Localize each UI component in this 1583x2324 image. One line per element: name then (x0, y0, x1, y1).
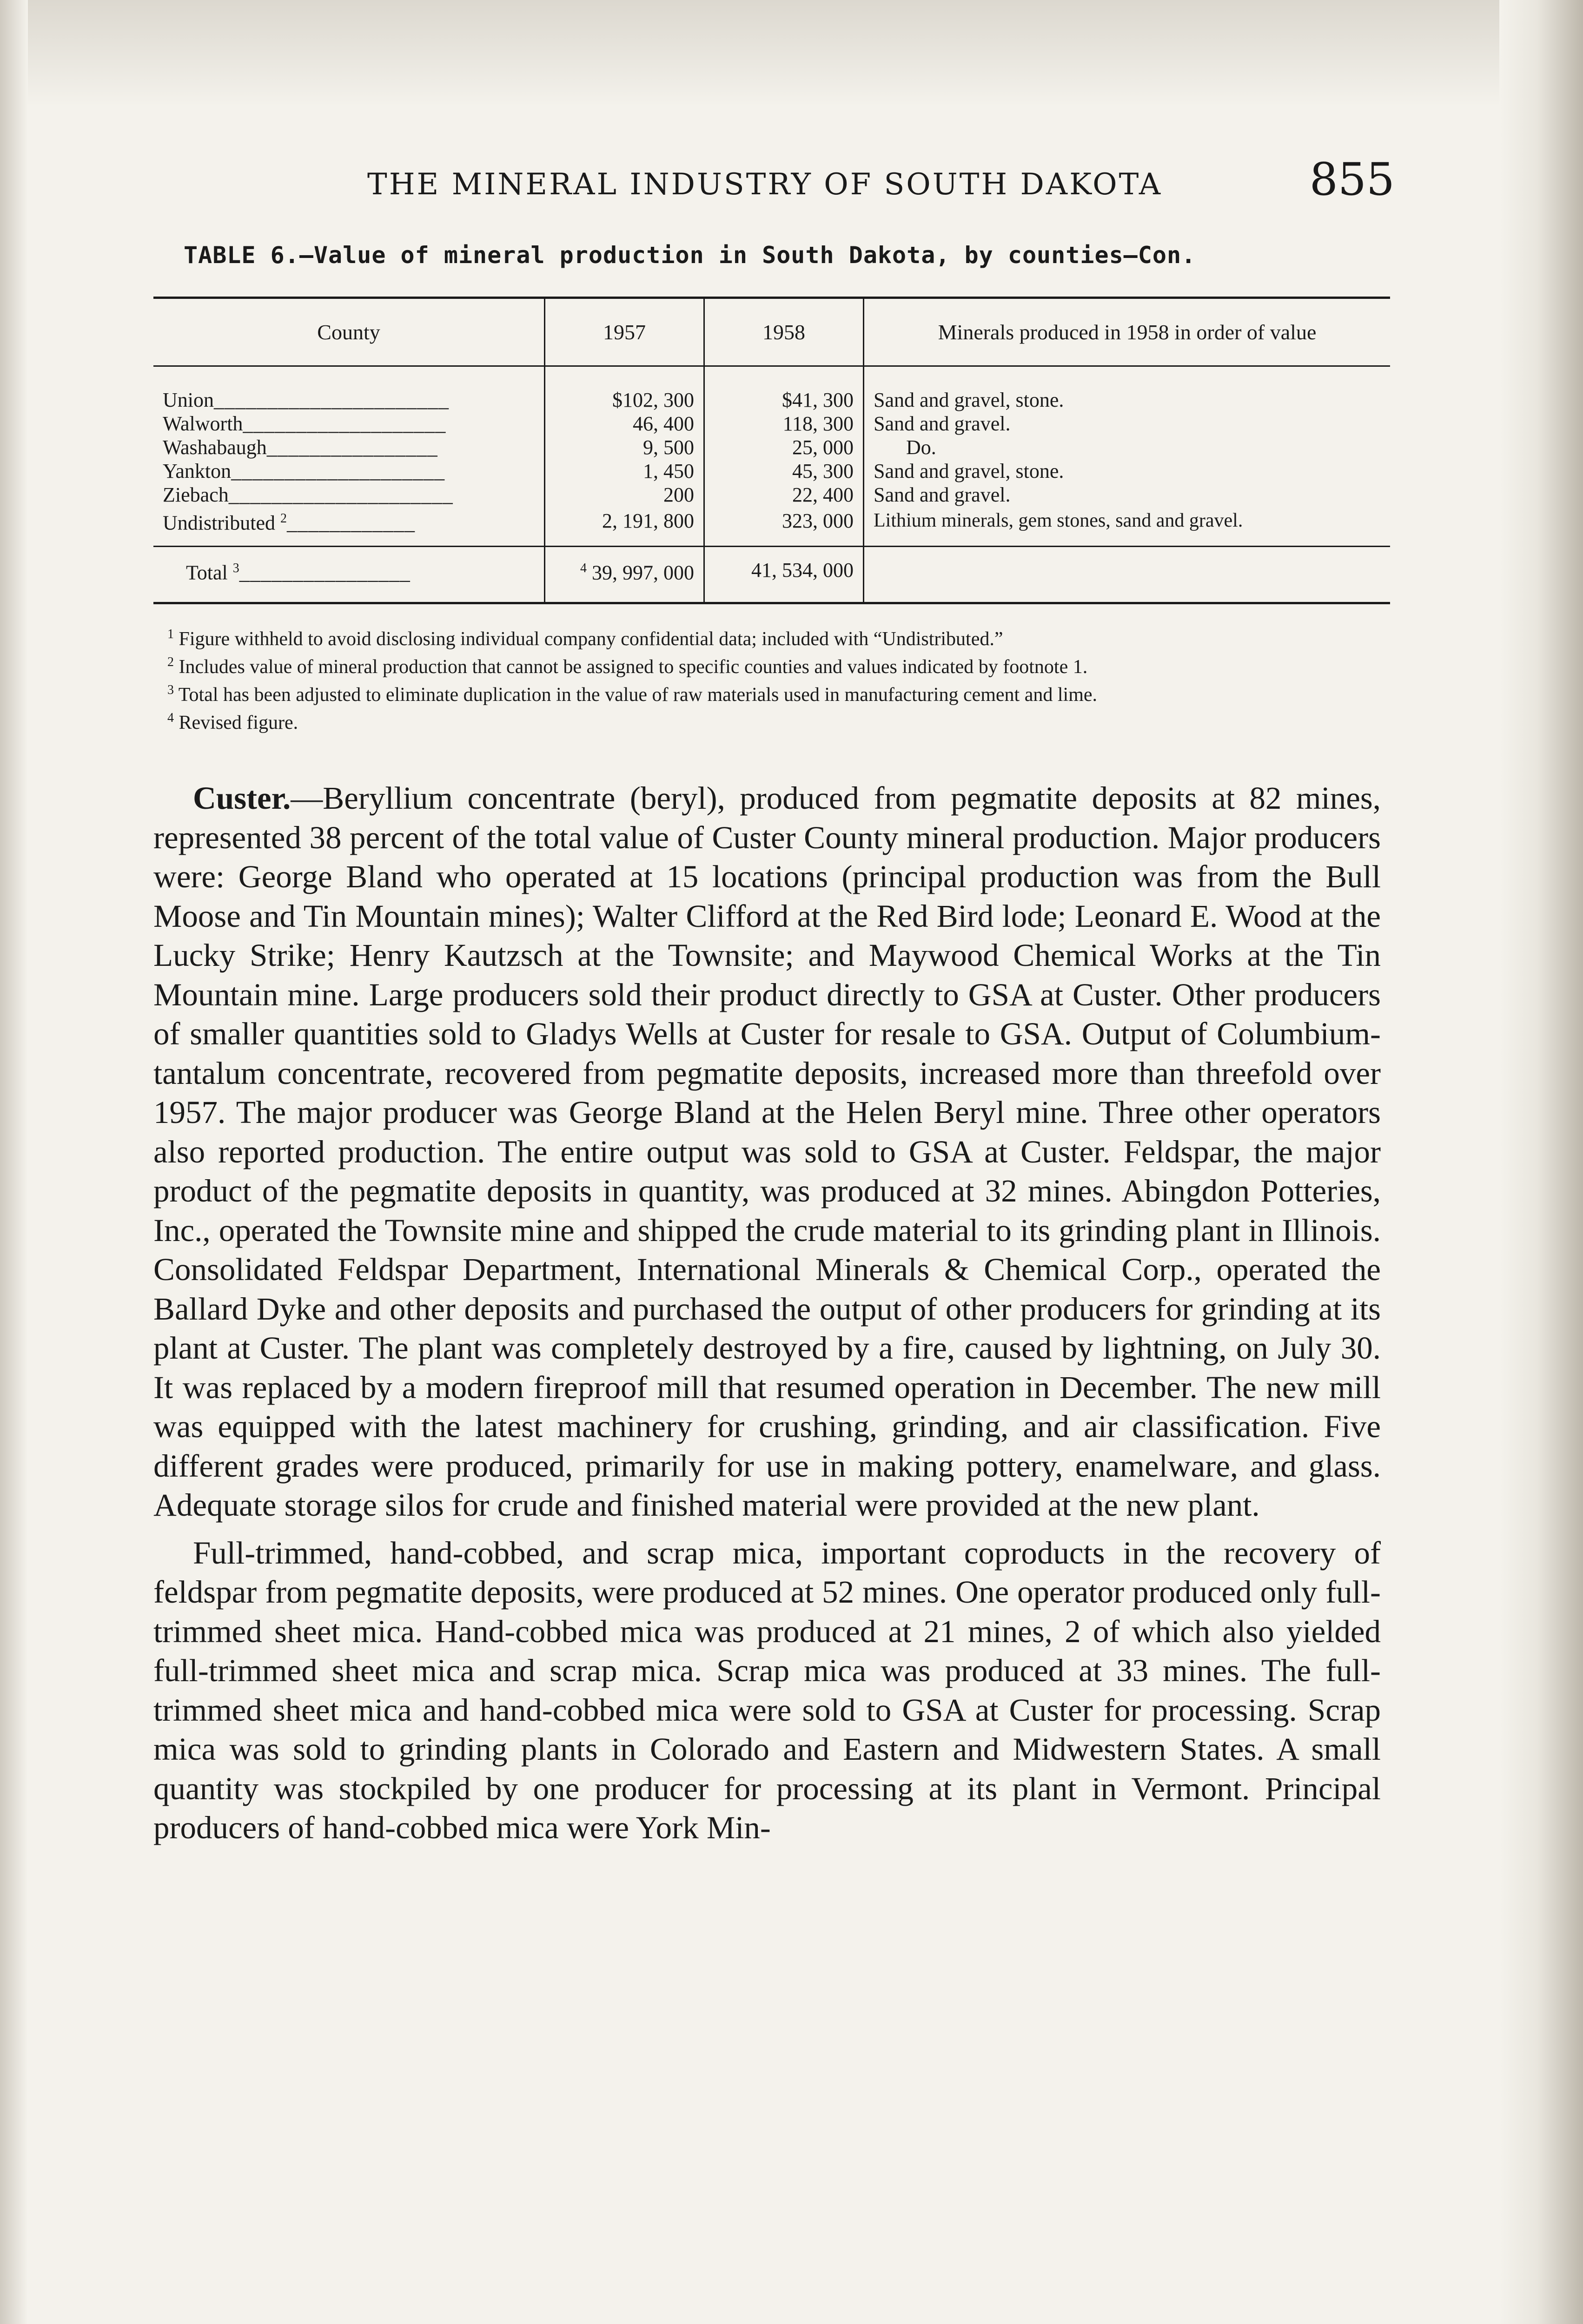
total-label: Total (186, 561, 228, 584)
column-header-county: County (153, 298, 545, 366)
footnote-text: Total has been adjusted to eliminate duplication in the value of raw materials used in manufacturing cement and lime. (178, 684, 1098, 706)
dot-leader: ____________ (286, 511, 415, 535)
footnote-ref: 4 (580, 561, 587, 575)
footnote-mark: 3 (167, 683, 174, 698)
table-row (153, 412, 1390, 436)
footnote-text: Revised figure. (179, 712, 298, 734)
total-minerals-cell (864, 546, 1391, 603)
county-name: Yankton (163, 460, 232, 482)
county-cell (153, 366, 545, 412)
value-1958-cell: 22, 400 (704, 483, 864, 507)
dot-leader: ______________________ (214, 389, 449, 411)
value-1957-cell: 1, 450 (545, 459, 704, 483)
value-1957-cell: 9, 500 (545, 436, 704, 459)
footnote-mark: 2 (167, 655, 174, 670)
footnote-ref: 2 (280, 511, 287, 526)
table-header-row (153, 298, 1390, 366)
table-row (153, 507, 1390, 546)
paragraph-custer (153, 779, 1381, 1525)
run-in-heading: Custer. (193, 780, 291, 816)
footnote (153, 706, 1381, 734)
county-cell (153, 483, 545, 507)
value-1957-cell: 2, 191, 800 (545, 507, 704, 546)
footnote-mark: 4 (167, 711, 174, 726)
county-value-table (153, 297, 1390, 604)
footnote (153, 679, 1381, 706)
county-name: Undistributed (163, 511, 275, 535)
table-title: TABLE 6.—Value of mineral production in South Dakota, by counties—Con. (184, 242, 1196, 269)
page-left-edge (0, 0, 28, 2324)
county-name: Walworth (163, 412, 243, 435)
table-row (153, 483, 1390, 507)
dot-leader: ___________________ (243, 412, 446, 435)
paragraph-text: —Beryllium concentrate (beryl), produced from pegmatite deposits at 82 mines, represented 38 percent of the total value of Custer County mineral production. Major producers were: George Bland who operated at 15 locations (principal production was from the Bull Moose and Tin Mountain mines); Walter Clifford at the Red Bird lode; Leonard E. Wood at the Lucky Strike; Henry Kautzsch at the Townsite; and Maywood Chemical Works at the Tin Mountain mine. Large producers sold their product directly to GSA at Custer. Other producers of smaller quantities sold to Gladys Wells at Custer for resale to GSA. Output of Columbium-tantalum concentrate, recovered from pegmatite deposits, increased more than threefold over 1957. The major producer was George Bland at the Helen Beryl mine. Three other operators also reported production. The entire output was sold to GSA at Custer. Feldspar, the major product of the pegmatite deposits in quantity, was produced at 32 mines. Abingdon Potteries, Inc., operated the Townsite mine and shipped the crude material to its grinding plant in Illinois. Consolidated Feldspar Department, International Minerals & Chemical Corp., operated the Ballard Dyke and other deposits and purchased the output of other producers for grinding at its plant at Custer. The plant was completely destroyed by a fire, caused by lightning, on July 30. It was replaced by a modern fireproof mill that resumed operation in December. The new mill was equipped with the latest machinery for crushing, grinding, and air classification. Five different grades were produced, primarily for use in making pottery, enamelware, and glass. Adequate storage silos for crude and finished material were provided at the new plant. (153, 780, 1381, 1523)
page-top-edge (0, 0, 1583, 107)
page-number: 855 (1309, 153, 1395, 205)
column-header-1957: 1957 (545, 298, 704, 366)
minerals-cell: Do. (864, 436, 1391, 459)
value-1958-cell: 25, 000 (704, 436, 864, 459)
column-header-1958: 1958 (704, 298, 864, 366)
total-label-cell (153, 546, 545, 603)
dot-leader: ________________ (239, 561, 411, 584)
dot-leader: _____________________ (228, 483, 453, 506)
dot-leader: ________________ (266, 436, 438, 459)
table-total-row (153, 546, 1390, 603)
page-right-edge (1499, 0, 1583, 2324)
value-1958-cell: 45, 300 (704, 459, 864, 483)
minerals-cell: Sand and gravel, stone. (864, 366, 1391, 412)
body-text (153, 779, 1381, 1848)
value-1957-cell: $102, 300 (545, 366, 704, 412)
running-head: THE MINERAL INDUSTRY OF SOUTH DAKOTA (367, 167, 1163, 202)
paragraph-text: Full-trimmed, hand-cobbed, and scrap mica, important coproducts in the recovery of feldspar from pegmatite deposits, were produced at 52 mines. One operator produced only full-trimmed sheet mica. Hand-cobbed mica was produced at 21 mines, 2 of which also yielded full-trimmed sheet mica and scrap mica. Scrap mica was produced at 33 mines. The full-trimmed sheet mica and hand-cobbed mica were sold to GSA at Custer for processing. Scrap mica was sold to grinding plants in Colorado and Eastern and Midwestern States. A small quantity was stockpiled by one producer for processing at its plant in Vermont. Principal producers of hand-cobbed mica were York Min- (153, 1535, 1381, 1846)
document-page (139, 153, 1395, 1856)
county-cell (153, 459, 545, 483)
value-1958-cell: 323, 000 (704, 507, 864, 546)
footnote-text: Includes value of mineral production that cannot be assigned to specific counties and values indicated by footnote 1. (179, 656, 1088, 678)
minerals-cell: Lithium minerals, gem stones, sand and gravel. (864, 507, 1391, 546)
value-1957-cell: 46, 400 (545, 412, 704, 436)
minerals-cell: Sand and gravel. (864, 412, 1391, 436)
page-header (139, 153, 1395, 209)
county-name: Ziebach (163, 483, 229, 506)
minerals-cell: Sand and gravel. (864, 483, 1391, 507)
table-row (153, 366, 1390, 412)
dot-leader: ____________________ (231, 460, 445, 482)
total-1958-cell: 41, 534, 000 (704, 546, 864, 603)
value-1957-cell: 200 (545, 483, 704, 507)
value-1958-cell: 118, 300 (704, 412, 864, 436)
county-cell (153, 436, 545, 459)
paragraph-mica (153, 1533, 1381, 1848)
footnote-mark: 1 (167, 627, 174, 642)
total-1957-value: 39, 997, 000 (592, 561, 694, 584)
column-header-minerals: Minerals produced in 1958 in order of value (864, 298, 1391, 366)
footnote (153, 623, 1381, 651)
footnote-ref: 3 (232, 561, 239, 575)
table-footnotes (153, 623, 1381, 734)
table-row (153, 459, 1390, 483)
table-row (153, 436, 1390, 459)
footnote-text: Figure withheld to avoid disclosing individual company confidential data; included with “Undistributed.” (179, 628, 1003, 650)
county-cell (153, 507, 545, 546)
value-1958-cell: $41, 300 (704, 366, 864, 412)
county-name: Washabaugh (163, 436, 267, 459)
county-name: Union (163, 389, 214, 411)
minerals-cell: Sand and gravel, stone. (864, 459, 1391, 483)
total-1957-cell (545, 546, 704, 603)
footnote (153, 651, 1381, 679)
county-cell (153, 412, 545, 436)
